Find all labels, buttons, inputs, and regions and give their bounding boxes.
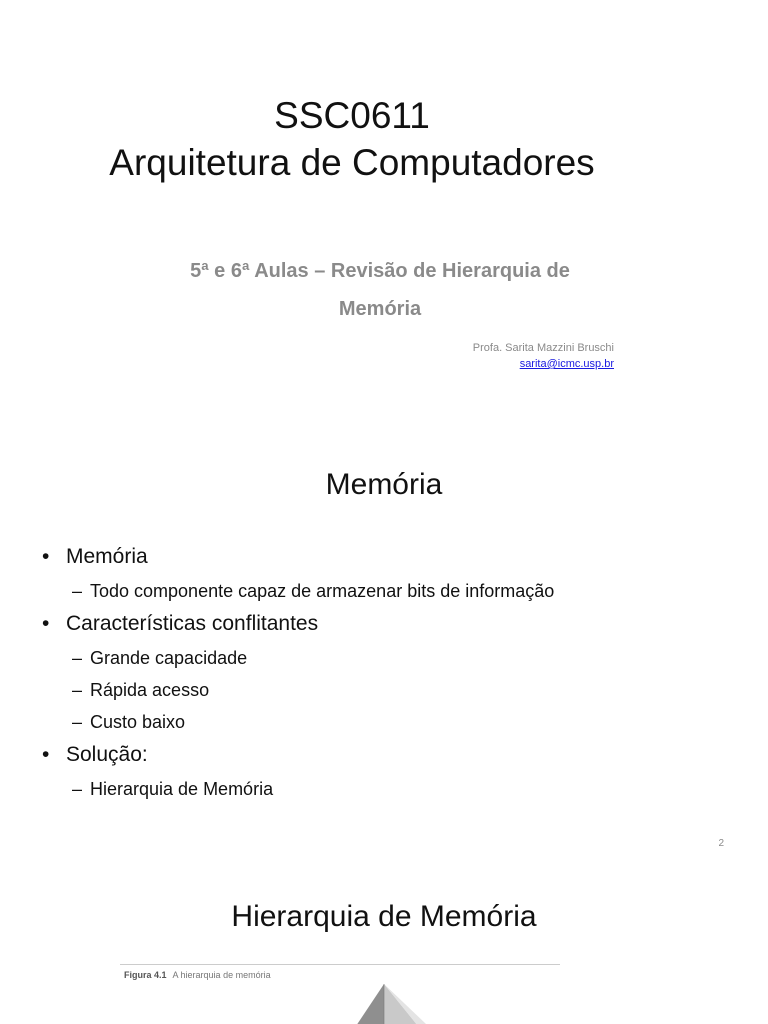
figure-caption — [124, 970, 271, 980]
bullet-item — [42, 741, 742, 769]
sub-bullet-item — [42, 777, 742, 801]
page-number: 2 — [718, 838, 724, 849]
dash-icon: – — [72, 648, 83, 668]
course-name: Arquitetura de Computadores — [109, 142, 595, 183]
bullet-item — [42, 543, 742, 571]
bullet-text: Características conflitantes — [66, 612, 319, 635]
slide-memoria — [0, 432, 768, 864]
figure-caption-text: A hierarquia de memória — [172, 970, 271, 980]
dash-icon: – — [72, 712, 83, 732]
sub-bullet-item — [42, 678, 742, 702]
lecture-subtitle — [150, 252, 610, 328]
bullet-icon: • — [42, 545, 50, 568]
author-email-link[interactable]: sarita@icmc.usp.br — [519, 358, 614, 370]
dash-icon: – — [72, 779, 83, 799]
bullet-icon: • — [42, 612, 50, 635]
author-block — [473, 340, 614, 372]
subtitle-line-1: 5ª e 6ª Aulas – Revisão de Hierarquia de — [190, 260, 570, 282]
sub-bullet-item — [42, 579, 742, 603]
dash-icon: – — [72, 581, 83, 601]
sub-bullet-text: Todo componente capaz de armazenar bits de informação — [90, 581, 555, 601]
sub-bullet-item — [42, 646, 742, 670]
subtitle-line-2: Memória — [338, 298, 422, 320]
memory-pyramid-icon — [356, 984, 426, 1024]
slide-hierarquia — [0, 864, 768, 1024]
course-code: SSC0611 — [274, 95, 430, 136]
author-name: Profa. Sarita Mazzini Bruschi — [472, 342, 614, 354]
sub-bullet-text: Hierarquia de Memória — [90, 779, 274, 799]
slide-heading: Memória — [325, 468, 443, 501]
figure — [120, 964, 560, 1024]
sub-bullet-text: Custo baixo — [90, 712, 186, 732]
bullet-text: Solução: — [66, 743, 148, 766]
dash-icon: – — [72, 680, 83, 700]
bullet-icon: • — [42, 743, 50, 766]
sub-bullet-text: Grande capacidade — [90, 648, 248, 668]
bullet-text: Memória — [66, 545, 148, 568]
sub-bullet-item — [42, 710, 742, 734]
figure-divider — [120, 964, 560, 965]
course-title — [0, 92, 768, 186]
bullet-item — [42, 610, 742, 638]
slide-heading: Hierarquia de Memória — [231, 900, 537, 933]
slide-title-page — [0, 0, 768, 432]
figure-label: Figura 4.1 — [124, 970, 167, 980]
bullet-list — [42, 536, 742, 801]
sub-bullet-text: Rápida acesso — [90, 680, 210, 700]
